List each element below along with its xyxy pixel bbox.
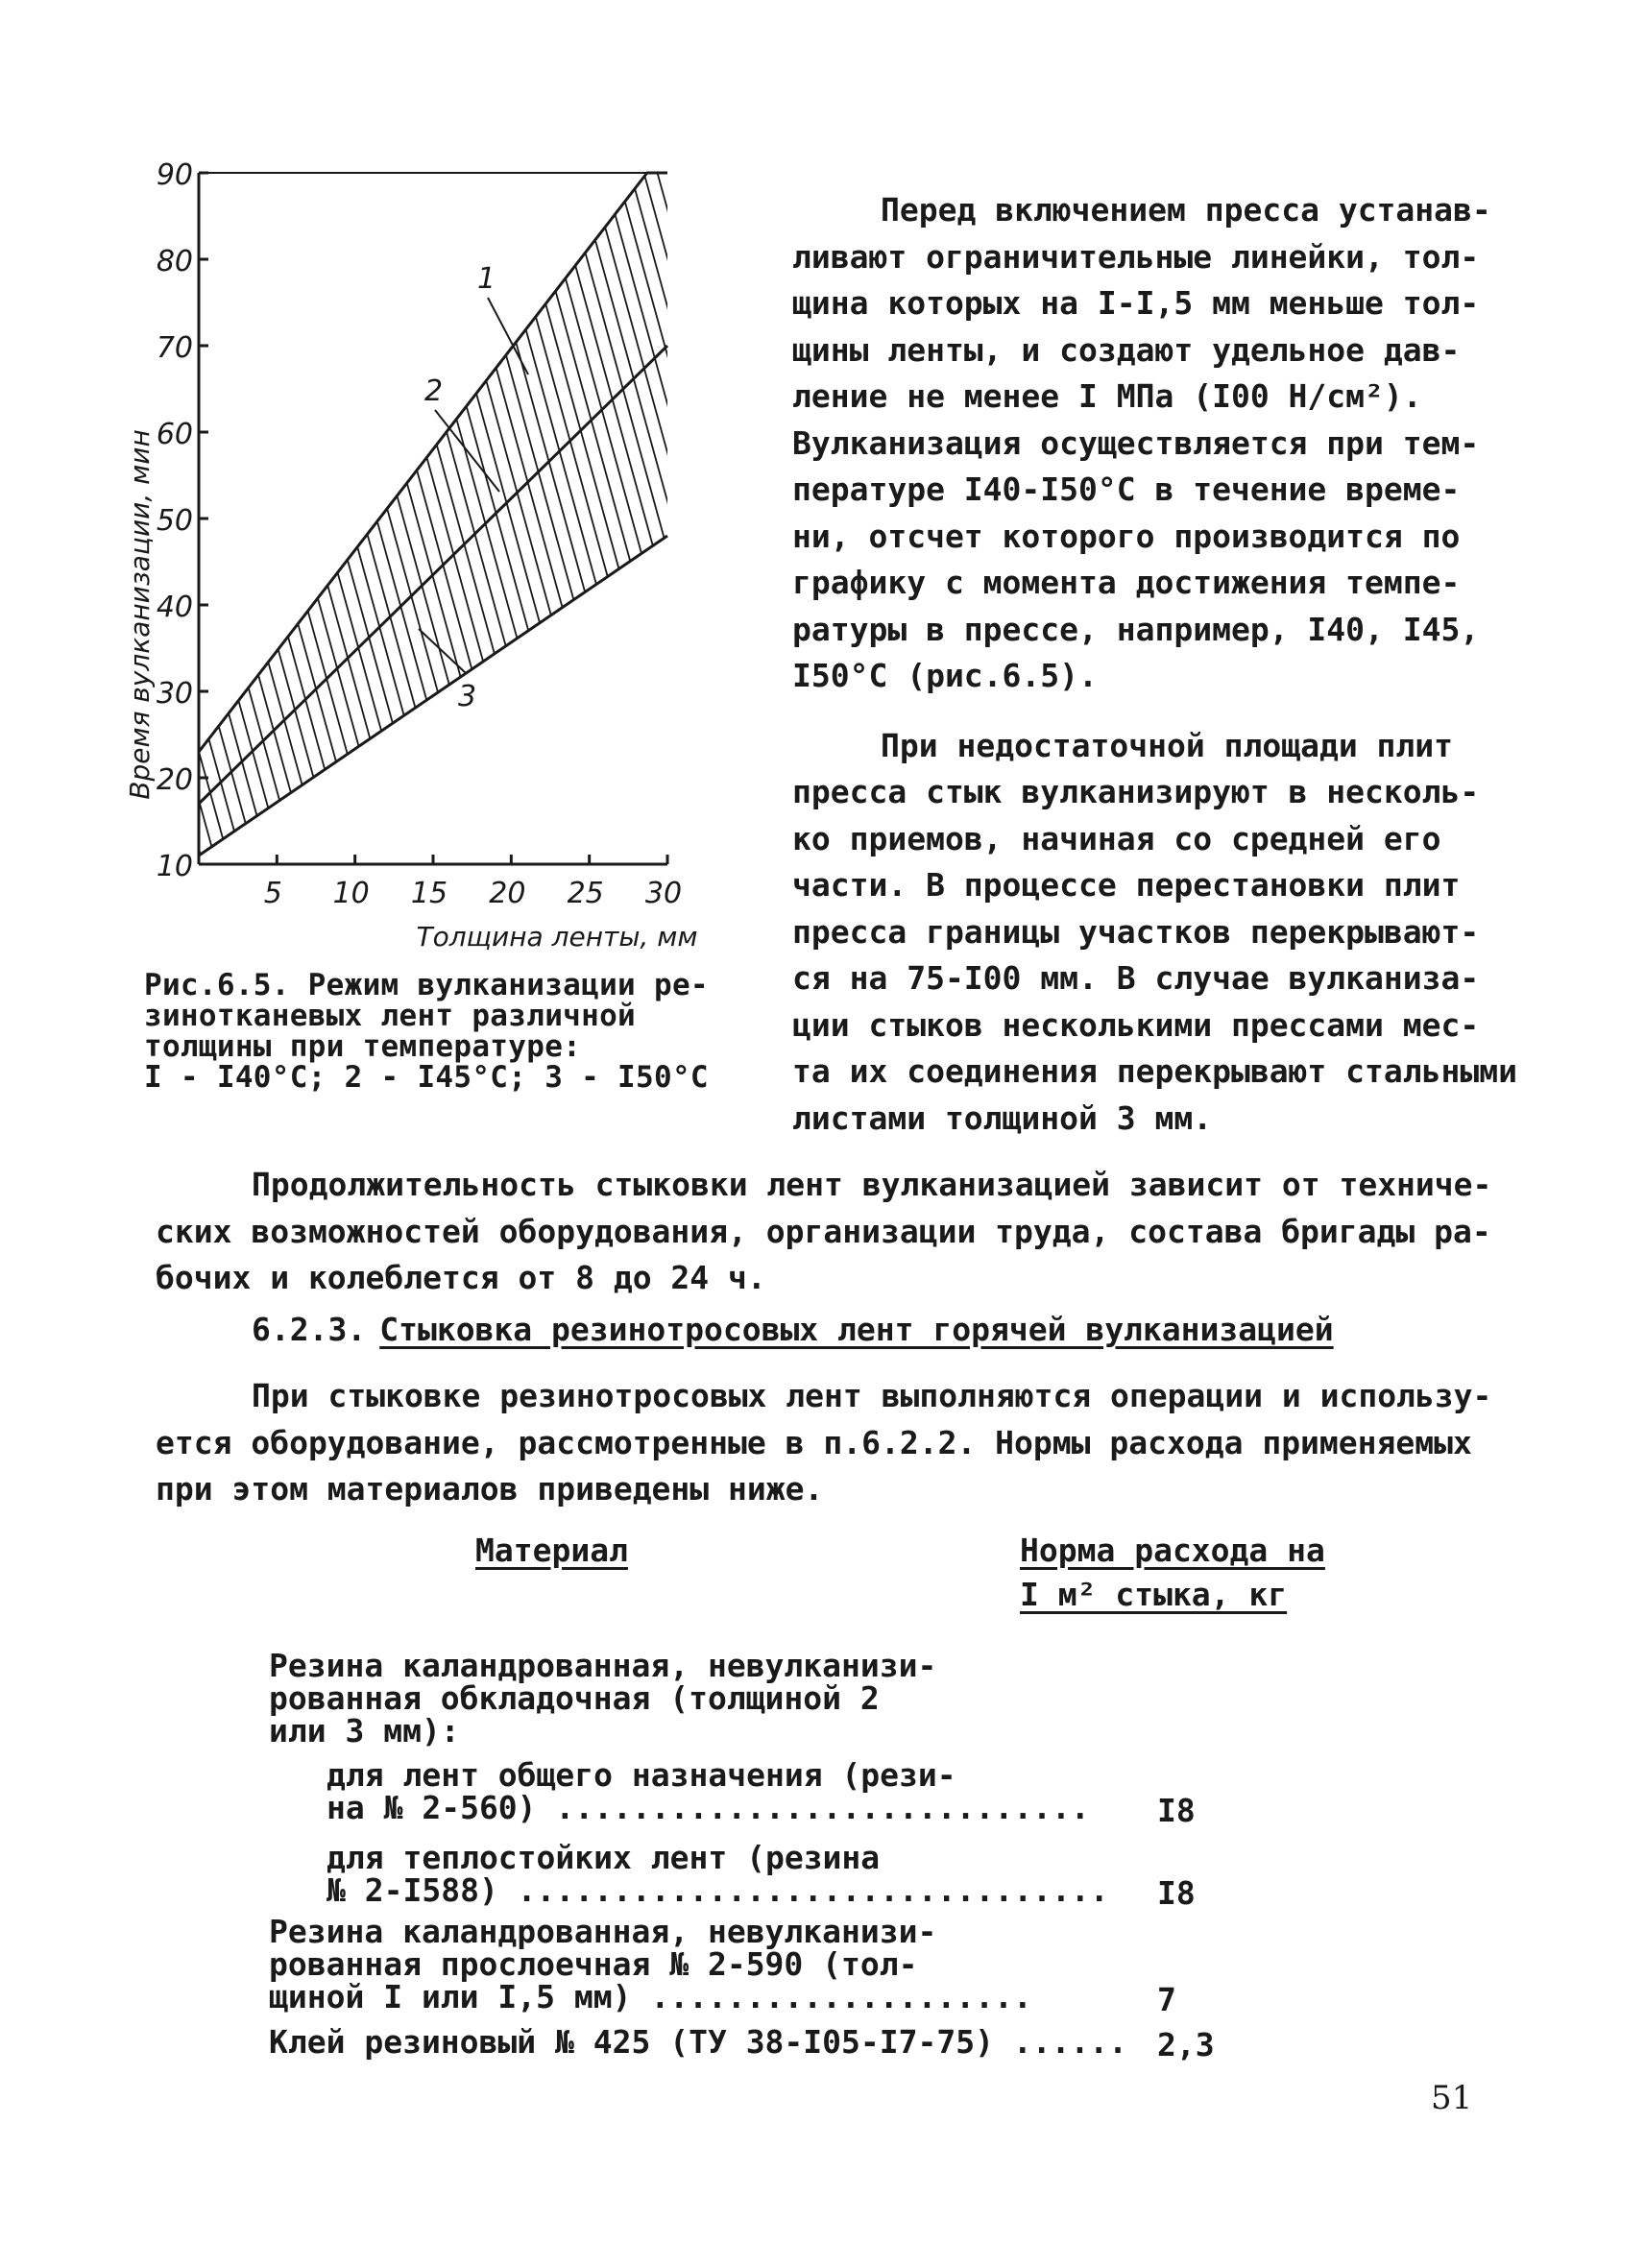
x-tick-label: 30 — [644, 877, 683, 910]
page-number: 51 — [1431, 2079, 1473, 2117]
y-axis-title: Время вулканизации, мин — [124, 429, 156, 800]
text-line: бочих и колеблется от 8 до 24 ч. — [156, 1259, 766, 1296]
norm-value: 7 — [1157, 1981, 1176, 2018]
text-line: ление не менее I МПа (I00 Н/см²). — [792, 377, 1422, 415]
text-line: листами толщиной 3 мм. — [792, 1098, 1213, 1137]
material-item-general — [327, 1756, 1090, 1826]
x-axis-title: Толщина ленты, мм — [416, 921, 698, 953]
y-tick-label: 20 — [156, 763, 193, 797]
hatch-line — [531, 154, 733, 883]
norm-value: I8 — [1157, 1874, 1196, 1912]
hatch-line — [410, 154, 612, 883]
material-line: № 2-I588) ............................... — [327, 1871, 1109, 1909]
vulcanization-chart — [124, 158, 749, 979]
hatch-line — [0, 154, 20, 883]
hatch-line — [276, 154, 477, 883]
x-tick-label: 10 — [332, 877, 370, 910]
text-line: пературе I40-I50°C в течение време- — [792, 470, 1461, 508]
series-line-2 — [199, 346, 667, 804]
text-line: Продолжительность стыковки лент вулканизацией зависит от техниче- — [252, 1166, 1492, 1203]
text-line: ливают ограничительные линейки, тол- — [792, 237, 1480, 276]
hatch-line — [343, 154, 544, 883]
hatch-line — [249, 154, 450, 883]
y-tick-label: 80 — [156, 245, 193, 278]
caption-line: зинотканевых лент различной — [144, 999, 637, 1033]
x-tick-label: 25 — [567, 877, 604, 910]
x-tick-label: 20 — [489, 877, 526, 910]
hatch-line — [0, 154, 60, 883]
caption-line: I - I40°C; 2 - I45°C; 3 - I50°C — [144, 1060, 709, 1095]
hatch-line — [0, 154, 87, 883]
y-tick-label: 70 — [156, 331, 193, 365]
hatch-line — [571, 154, 773, 883]
chart-series — [199, 173, 667, 856]
text-line: части. В процессе перестановки плит — [792, 866, 1461, 904]
material-line: на № 2-560) ............................ — [327, 1789, 1090, 1826]
text-line: При стыковке резинотросовых лент выполняются операции и использу- — [252, 1377, 1492, 1414]
material-line: Резина каландрованная, невулканизи- — [269, 1647, 937, 1684]
column-header-norm-line: I м² стыка, кг — [1020, 1576, 1288, 1613]
hatch-line — [397, 154, 598, 883]
curve-label-2: 2 — [424, 374, 444, 408]
y-tick-label: 60 — [156, 418, 193, 451]
hatch-line — [222, 154, 423, 883]
hatch-line — [612, 154, 813, 883]
text-line: графику с момента достижения темпе- — [792, 564, 1461, 601]
hatch-line — [0, 154, 101, 883]
material-group-interlayer — [269, 1913, 1032, 2015]
column-header-norm — [1020, 1529, 1325, 1617]
y-tick-label: 40 — [156, 591, 193, 624]
heading-number: 6.2.3. — [252, 1311, 367, 1348]
figure-caption — [144, 970, 759, 1093]
text-line: ко приемов, начиная со средней его — [792, 819, 1441, 857]
text-line: пресса границы участков перекрывают- — [792, 912, 1480, 951]
column-header-material: Материал — [475, 1532, 628, 1569]
text-line: ских возможностей оборудования, организации труда, состава бригады ра- — [156, 1212, 1491, 1250]
material-line: или 3 мм): — [269, 1712, 460, 1749]
hatch-line — [195, 154, 397, 883]
text-line: ции стыков несколькими прессами мес- — [792, 1005, 1480, 1044]
material-line: для теплостойких лент (резина — [327, 1839, 881, 1876]
hatch-line — [0, 154, 7, 883]
y-tick-label: 50 — [156, 504, 193, 538]
hatch-line — [0, 154, 141, 883]
series-line-3 — [199, 536, 667, 856]
hatch-line — [558, 154, 760, 883]
hatch-line — [370, 154, 571, 883]
hatch-line — [235, 154, 437, 883]
caption-line: Рис.6.5. Режим вулканизации ре- — [144, 968, 709, 1002]
hatch-line — [504, 154, 706, 883]
hatch-line — [356, 154, 558, 883]
material-line: рованная прослоечная № 2-590 (тол- — [269, 1945, 918, 1983]
paragraph-operations — [156, 1373, 1519, 1513]
right-column-text — [792, 187, 1522, 1142]
text-line: ется оборудование, рассмотренные в п.6.2.2. Нормы расхода применяемых — [156, 1423, 1472, 1461]
hatch-line — [598, 154, 800, 883]
y-tick-label: 10 — [156, 850, 193, 883]
material-glue: Клей резиновый № 425 (ТУ 38-I05-I7-75) ...... — [269, 2023, 1128, 2061]
text-line: При недостаточной площади плит — [881, 726, 1454, 764]
norm-value: 2,3 — [1157, 2026, 1215, 2063]
column-header-norm-line: Норма расхода на — [1020, 1532, 1325, 1569]
norm-value: I8 — [1157, 1792, 1196, 1829]
curve-label-3: 3 — [458, 680, 477, 713]
text-line: ся на 75-I00 мм. В случае вулканиза- — [792, 959, 1480, 997]
material-line: щиной I или I,5 мм) .................... — [269, 1978, 1032, 2015]
text-line: пресса стык вулканизируют в несколь- — [792, 773, 1480, 810]
material-line: Резина каландрованная, невулканизи- — [269, 1913, 937, 1950]
caption-line: толщины при температуре: — [144, 1029, 582, 1064]
section-heading — [252, 1311, 1334, 1348]
paragraph-duration — [156, 1162, 1519, 1302]
material-line: рованная обкладочная (толщиной 2 — [269, 1679, 880, 1717]
heading-text: Стыковка резинотросовых лент горячей вулканизацией — [379, 1311, 1334, 1348]
curve-label-1: 1 — [477, 262, 496, 296]
x-tick-label: 15 — [410, 877, 448, 910]
hatch-line — [0, 154, 34, 883]
chart-svg — [124, 158, 749, 979]
y-tick-label: 90 — [156, 158, 193, 192]
text-line: Перед включением пресса устанав- — [881, 191, 1491, 229]
hatch-line — [329, 154, 531, 883]
hatch-line — [0, 154, 74, 883]
text-line: ратуры в прессе, например, I40, I45, — [792, 610, 1480, 648]
hatch-line — [0, 154, 114, 883]
text-line: та их соединения перекрывают стальными — [792, 1052, 1517, 1090]
hatch-line — [0, 154, 128, 883]
text-line: ни, отсчет которого производится по — [792, 517, 1461, 555]
hatch-line — [262, 154, 464, 883]
material-line: для лент общего назначения (рези- — [327, 1756, 956, 1794]
text-line: щины ленты, и создают удельное дав- — [792, 330, 1461, 369]
hatch-line — [491, 154, 692, 883]
y-tick-label: 30 — [156, 677, 193, 711]
hatch-line — [423, 154, 625, 883]
hatch-line — [585, 154, 786, 883]
hatch-line — [437, 154, 639, 883]
text-line: Вулканизация осуществляется при тем- — [792, 423, 1480, 462]
text-line: при этом материалов приведены ниже. — [156, 1470, 824, 1508]
hatch-line — [544, 154, 746, 883]
text-line: I50°C (рис.6.5). — [792, 657, 1098, 694]
hatch-line — [518, 154, 719, 883]
material-item-heatproof — [327, 1839, 1109, 1909]
hatch-line — [181, 154, 383, 883]
curve-label-leader — [435, 410, 499, 492]
material-group-cover-rubber — [269, 1647, 937, 1749]
hatch-line — [0, 154, 47, 883]
x-tick-label: 5 — [263, 877, 282, 910]
hatch-line — [302, 154, 504, 883]
paragraph-gap — [792, 700, 1522, 723]
text-line: щина которых на I-I,5 мм меньше тол- — [792, 284, 1480, 322]
